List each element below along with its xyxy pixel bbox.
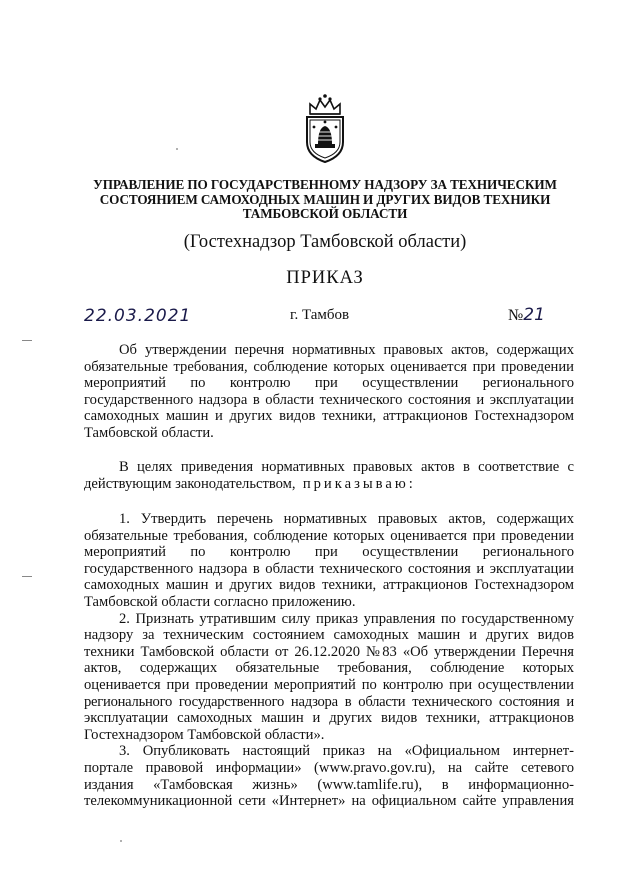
tambov-coat-of-arms-icon xyxy=(296,92,354,164)
title-line: самоходных машин и других видов техники, аттракционов Гостехнадзором xyxy=(84,408,574,425)
org-line: ТАМБОВСКОЙ ОБЛАСТИ xyxy=(242,206,408,221)
item-line: 1. Утвердить перечень нормативных правовых актов, содержащих xyxy=(119,511,574,527)
title-line: Об утверждении перечня нормативных правовых актов, содержащих xyxy=(119,342,574,358)
item-line: Гостехнадзором Тамбовской области». xyxy=(84,726,325,743)
item-line: техники Тамбовской области от 26.12.2020 №83 «Об утверждении Перечня xyxy=(84,643,574,660)
org-line: СОСТОЯНИЕМ САМОХОДНЫХ МАШИН И ДРУГИХ ВИДОВ ТЕХНИКИ xyxy=(99,191,551,207)
item-line: 3. Опубликовать настоящий приказ на «Официальном интернет- xyxy=(119,743,574,760)
title-line: мероприятий по контролю при осуществлении регионального xyxy=(84,375,574,392)
document-city: г. Тамбов xyxy=(290,307,350,323)
title-line: Тамбовской области. xyxy=(84,424,214,441)
item-line: эксплуатации самоходных машин и других видов техники, аттракционов xyxy=(84,710,574,727)
item-line: издания «Тамбовская жизнь» (www.tamlife.ru), в информационно- xyxy=(84,776,574,793)
margin-mark xyxy=(22,576,32,577)
org-short-name: (Гостехнадзор Тамбовской области) xyxy=(183,232,467,252)
org-line: УПРАВЛЕНИЕ ПО ГОСУДАРСТВЕННОМУ НАДЗОРУ ЗА ТЕХНИЧЕСКИМ xyxy=(93,177,557,192)
item-line: 2. Признать утратившим силу приказ управления по государственному xyxy=(119,610,574,627)
preamble-line: В целях приведения нормативных правовых актов в соответствие с xyxy=(119,459,574,475)
margin-mark xyxy=(22,340,32,341)
document-number xyxy=(508,305,545,325)
item-line: Тамбовской области согласно приложению. xyxy=(84,593,356,610)
scan-dot xyxy=(120,840,122,842)
preamble-text: действующим законодательством, xyxy=(84,475,296,492)
item-line: мероприятий по контролю при осуществлении регионального xyxy=(84,544,574,561)
number-label: № xyxy=(508,307,524,324)
title-line: обязательные требования, соблюдение которых оценивается при проведении xyxy=(84,358,574,375)
item-line: надзору за техническим состоянием самоходных машин и других видов xyxy=(84,627,574,644)
document-type: ПРИКАЗ xyxy=(286,268,364,288)
item-line: портале правовой информации» (www.pravo.gov.ru), на сайте сетевого xyxy=(84,759,574,776)
number-value: 21 xyxy=(523,305,545,325)
document-title xyxy=(84,342,574,442)
item-line: актов, содержащих обязательные требования, соблюдение которых xyxy=(84,660,574,677)
preamble xyxy=(84,459,574,492)
document-date: 22.03.2021 xyxy=(84,306,192,326)
scan-dot xyxy=(176,148,178,150)
item-line: обязательные требования, соблюдение которых оценивается при проведении xyxy=(84,527,574,544)
item-line: телекоммуникационной сети «Интернет» на официальном сайте управления xyxy=(84,793,574,810)
item-line: самоходных машин и других видов техники, аттракционов Гостехнадзором xyxy=(84,577,574,594)
item-line: государственного надзора в области технического состояния и эксплуатации xyxy=(84,560,574,577)
organization-name xyxy=(60,178,590,222)
item-line: регионального государственного надзора в области технического состояния и xyxy=(84,693,574,710)
item-line: оценивается при проведении мероприятий по контролю при осуществлении xyxy=(84,676,574,693)
preamble-line xyxy=(84,476,574,493)
order-word: приказываю: xyxy=(302,475,416,492)
title-line: государственного надзора в области технического состояния и эксплуатации xyxy=(84,391,574,408)
order-items xyxy=(84,511,574,810)
